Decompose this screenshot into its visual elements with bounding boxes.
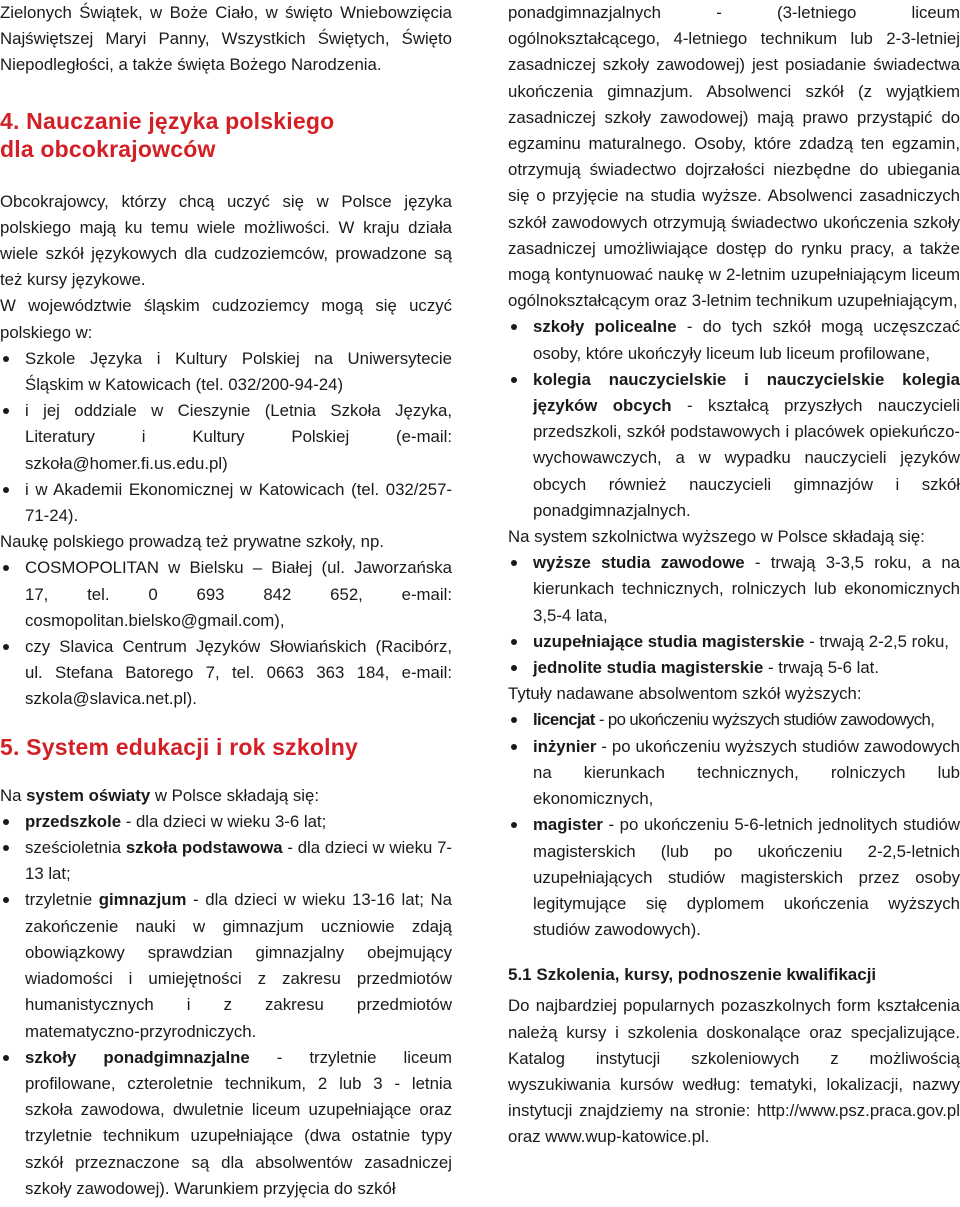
- item-rest: - dla dzieci w wieku 7-13 lat;: [25, 838, 452, 884]
- item-rest: - trwają 5-6 lat.: [763, 658, 880, 678]
- item-bold: licencjat: [533, 710, 595, 730]
- item-pre: sześcioletnia: [25, 838, 126, 858]
- item-rest: - trwają 2-2,5 roku,: [804, 631, 949, 651]
- paragraph-private: Naukę polskiego prowadzą też prywatne szkoły, np.: [0, 532, 384, 552]
- list-item: COSMOPOLITAN w Bielsku – Białej (ul. Jaworzańska 17, tel. 0 693 842 652, e-mail: cosmopolitan.bielsko@gmail.com),: [0, 555, 452, 634]
- item-bold: przedszkole: [25, 811, 122, 831]
- list-item: [508, 314, 960, 366]
- paragraph-silesia: W województwie śląskim cudzoziemcy mogą się uczyć polskiego w:: [0, 296, 452, 342]
- list-item: i w Akademii Ekonomicznej w Katowicach (tel. 032/257-71-24).: [0, 477, 452, 529]
- heading-4-line1: 4. Nauczanie języka polskiego: [0, 107, 335, 134]
- list-item: [508, 812, 960, 943]
- right-column: [508, 0, 960, 1151]
- education-system-list: [0, 809, 452, 1202]
- system-intro-bold: system oświaty: [26, 785, 151, 805]
- item-rest: - do tych szkół mogą uczęszczać osoby, które ukończyły liceum lub liceum profilowane,: [533, 317, 960, 363]
- item-rest: - dla dzieci w wieku 3-6 lat;: [121, 811, 327, 831]
- system-intro-a: Na: [0, 785, 27, 805]
- item-pre: trzyletnie: [25, 890, 99, 910]
- heading-5: 5. System edukacji i rok szkolny: [0, 733, 358, 760]
- item-rest: - dla dzieci w wieku 13-16 lat; Na zakończenie nauki w gimnazjum uczniowie zdają obowiązkowy sprawdzian gimnazjalny obejmujący wiadomości i umiejętności z zakresu przedmiotów humanistycznych i z zakresu przedmiotów matematyczno-przyrodniczych.: [25, 890, 452, 1041]
- item-bold: magister: [533, 815, 603, 835]
- paragraph-continuation: ponadgimnazjalnych - (3-letniego liceum ogólnokształcącego, 4-letniego technikum lub 2-3-letniej zasadniczej szkoły zawodowej) jest posiadanie świadectwa ukończenia gimnazjum. Absolwenci szkół (z wyjątkiem zasadniczej szkoły zawodowej) mają prawo przystąpić do egzaminu maturalnego. Osoby, które zdadzą ten egzamin, otrzymują świadectwo dojrzałości niezbędne do ubiegania się o przyjęcie na studia wyższe. Absolwenci zasadniczych szkół zawodowych otrzymują świadectwo ukończenia szkoły zasadniczej umożliwiające dostęp do rynku pracy, a także mogą kontynuować naukę w 2-letnim uzupełniającym liceum ogólnokształcącym oraz 3-letnim technikum uzupełniającym,: [508, 3, 960, 311]
- list-item: [508, 550, 960, 629]
- item-rest: - trzyletnie liceum profilowane, czteroletnie technikum, 2 lub 3 - letnia szkoła zawodowa, dwuletnie liceum uzupełniające oraz trzyletnie technikum uzupełniające (dwa ostatnie typy szkół przeznaczone są dla absolwentów zasadniczej szkoły zawodowej). Warunkiem przyjęcia do szkół: [25, 1047, 453, 1198]
- paragraph-system-intro: [0, 783, 452, 809]
- item-bold: gimnazjum: [98, 890, 187, 910]
- item-bold: kolegia nauczycielskie i nauczycielskie kolegia języków obcych: [533, 369, 960, 416]
- list-item: [508, 734, 960, 813]
- degree-titles-list: [508, 707, 960, 943]
- item-rest: - po ukończeniu wyższych studiów zawodowych na kierunkach technicznych, rolniczych lub ekonomicznych,: [533, 736, 960, 809]
- list-item: [0, 809, 452, 835]
- list-item: [0, 1045, 452, 1202]
- paragraph-higher-intro: Na system szkolnictwa wyższego w Polsce składają się:: [508, 527, 925, 547]
- item-rest: - po ukończeniu 5-6-letnich jednolitych studiów magisterskich (lub po ukończeniu 2-2,5-letnich uzupełniających studiów magisterskich przez osoby legitymujące się dyplomem ukończenia wyższych studiów zawodowych).: [533, 815, 960, 940]
- paragraph-foreigners: Obcokrajowcy, którzy chcą uczyć się w Polsce języka polskiego mają ku temu wiele możliwości. W kraju działa wiele szkół językowych dla cudzoziemców, prowadzone są też kursy językowe.: [0, 191, 452, 290]
- item-rest: - kształcą przyszłych nauczycieli przedszkoli, szkół podstawowych i placówek opiekuńczo-wychowawczych, a w wypadku nauczycieli języków obcych również nauczycieli gimnazjów i szkół ponadgimnazjalnych.: [533, 396, 960, 520]
- system-intro-b: w Polsce składają się:: [150, 785, 320, 805]
- list-item: czy Slavica Centrum Języków Słowiańskich (Racibórz, ul. Stefana Batorego 7, tel. 0663 363 184, e-mail: szkola@slavica.net.pl).: [0, 634, 452, 713]
- item-bold: szkoły policealne: [533, 317, 677, 337]
- item-bold: jednolite studia magisterskie: [533, 658, 764, 678]
- schools-list: [0, 346, 452, 529]
- list-item: [508, 707, 960, 733]
- heading-4-line2: dla obcokrajowców: [0, 135, 216, 162]
- list-item: [0, 887, 452, 1044]
- list-item: [508, 629, 960, 655]
- list-item: i jej oddziale w Cieszynie (Letnia Szkoła Języka, Literatury i Kultury Polskiej (e-mail: szkoła@homer.fi.us.edu.pl): [0, 398, 452, 477]
- item-bold: szkoły ponadgimnazjalne: [25, 1047, 250, 1067]
- item-rest: - trwają 3-3,5 roku, a na kierunkach technicznych, rolniczych lub ekonomicznych 3,5-4 lata,: [533, 553, 960, 625]
- left-column: [0, 0, 452, 1202]
- item-bold: inżynier: [533, 736, 597, 756]
- heading-4: [0, 107, 452, 163]
- list-item: [0, 835, 452, 887]
- item-bold: wyższe studia zawodowe: [533, 553, 745, 573]
- higher-education-list: [508, 550, 960, 681]
- list-item: [508, 655, 960, 681]
- paragraph-titles-intro: Tytuły nadawane absolwentom szkół wyższych:: [508, 684, 862, 704]
- private-schools-list: [0, 555, 452, 712]
- item-bold: szkoła podstawowa: [125, 838, 283, 858]
- list-item: Szkole Języka i Kultury Polskiej na Uniwersytecie Śląskim w Katowicach (tel. 032/200-94-24): [0, 346, 452, 398]
- intro-continuation: Zielonych Świątek, w Boże Ciało, w święto Wniebowzięcia Najświętszej Maryi Panny, Wszystkich Świętych, Święto Niepodległości, a także święta Bożego Narodzenia.: [0, 3, 452, 75]
- item-rest: - po ukończeniu wyższych studiów zawodowych,: [594, 710, 935, 730]
- schools-types-list: [508, 314, 960, 524]
- heading-5-1: 5.1 Szkolenia, kursy, podnoszenie kwalifikacji: [508, 965, 877, 985]
- list-item: [508, 367, 960, 524]
- paragraph-courses: Do najbardziej popularnych pozaszkolnych form kształcenia należą kursy i szkolenia doskonalące oraz specjalizujące. Katalog instytucji szkoleniowych z możliwością wyszukiwania kursów według: tematyki, lokalizacji, nazwy instytucji znajdziemy na stronie: http://www.psz.praca.gov.pl oraz www.wup-katowice.pl.: [508, 996, 960, 1147]
- item-bold: uzupełniające studia magisterskie: [533, 631, 805, 651]
